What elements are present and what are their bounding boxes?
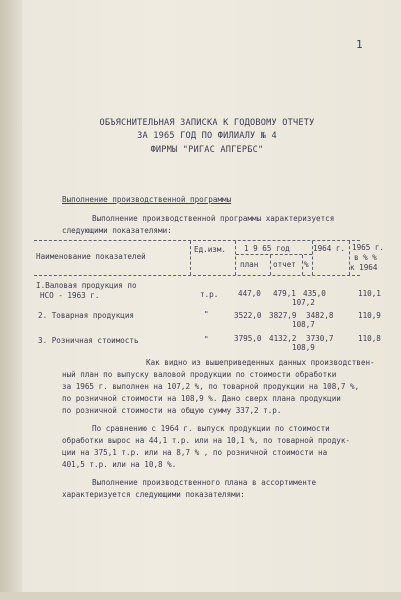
header-1965: 1 9 65 год — [244, 244, 290, 253]
row-2-name: 2. Товарная продукция — [38, 311, 135, 320]
intro-line-1: Выполнение производственной программы характеризуется — [92, 214, 335, 223]
table-header-rule — [34, 275, 360, 276]
row-3-unit: " — [204, 335, 209, 344]
para-3-line-1: Выполнение производственного плана в ассортименте — [92, 478, 317, 487]
row-1-plan: 447,0 — [238, 289, 261, 298]
section-heading: Выполнение производственной программы — [62, 195, 232, 204]
title-line-1: ОБЪЯСНИТЕЛЬНАЯ ЗАПИСКА К ГОДОВОМУ ОТЧЕТУ — [99, 118, 315, 128]
header-report: отчет — [273, 260, 296, 269]
header-ratio-2: в % % — [354, 253, 377, 262]
para-1-line-4: по розничной стоимости на 108,9 %. Дано сверх плана продукции — [62, 394, 341, 403]
para-3-line-2: характеризуется следующими показателями: — [62, 490, 245, 499]
para-1-line-3: за 1965 г. выполнен на 107,2 %, по товарной продукции на 108,7 %, — [62, 382, 360, 391]
row-1-report: 479,1 — [273, 289, 296, 298]
row-2-1964: 3482,8 — [306, 311, 334, 320]
row-3-report: 4132,2 — [269, 334, 297, 343]
header-unit: Ед.изм. — [194, 245, 227, 254]
para-1-line-1: Как видно из вышеприведенных данных производствен- — [146, 358, 375, 367]
intro-line-2: следующими показателями: — [62, 226, 172, 235]
row-1-unit: т.р. — [200, 290, 219, 299]
row-2-pct: 108,7 — [292, 320, 315, 329]
row-3-ratio: 110,8 — [358, 334, 381, 343]
para-1-line-5: по розничной стоимости на общую сумму 337,2 т.р. — [62, 406, 282, 415]
row-2-plan: 3522,0 — [234, 311, 262, 320]
scan-bottom-edge — [0, 592, 401, 600]
binding-edge — [0, 0, 22, 600]
row-1-ratio: 110,1 — [358, 289, 381, 298]
header-name: Наименование показателей — [36, 252, 146, 261]
row-3-1964: 3730,7 — [306, 334, 334, 343]
row-2-ratio: 110,9 — [358, 311, 381, 320]
header-1964: 1964 г. — [313, 244, 346, 253]
header-ratio-1: 1965 г. — [352, 243, 385, 252]
row-3-pct: 108,9 — [292, 343, 315, 352]
para-2-line-2: обработки вырос на 44,1 т.р. или на 10,1 %, по товарной продук- — [62, 436, 351, 445]
row-1-pct: 107,2 — [292, 298, 315, 307]
row-2-unit: " — [204, 310, 209, 319]
row-1-name-1: I.Валовая продукция по — [36, 281, 137, 290]
header-ratio-3: к 1964 — [350, 263, 378, 272]
para-2-line-1: По сравнению с 1964 г. выпуск продукции по стоимости — [92, 424, 330, 433]
row-1-name-2: НСО - 1963 г. — [40, 291, 100, 300]
row-3-name: 3. Розничная стоимость — [38, 336, 139, 345]
para-1-line-2: ный план по выпуску валовой продукции по стоимости обработки — [62, 370, 337, 379]
row-3-plan: 3795,0 — [234, 334, 262, 343]
para-2-line-4: 401,5 т.р. или на 10,8 %. — [62, 460, 177, 469]
title-line-2: ЗА 1965 ГОД ПО ФИЛИАЛУ № 4 — [137, 131, 277, 141]
para-2-line-3: ции на 375,1 т.р. или на 8,7 % , по розничной стоимости на — [62, 448, 328, 457]
row-2-report: 3827,9 — [269, 311, 297, 320]
header-pct: % — [304, 260, 309, 269]
page-number: 1 — [356, 38, 363, 51]
row-1-1964: 435,0 — [303, 289, 326, 298]
header-plan: план — [240, 260, 259, 269]
title-line-3: ФИРМЫ "РИГАС АПГЕРБС" — [150, 145, 264, 155]
